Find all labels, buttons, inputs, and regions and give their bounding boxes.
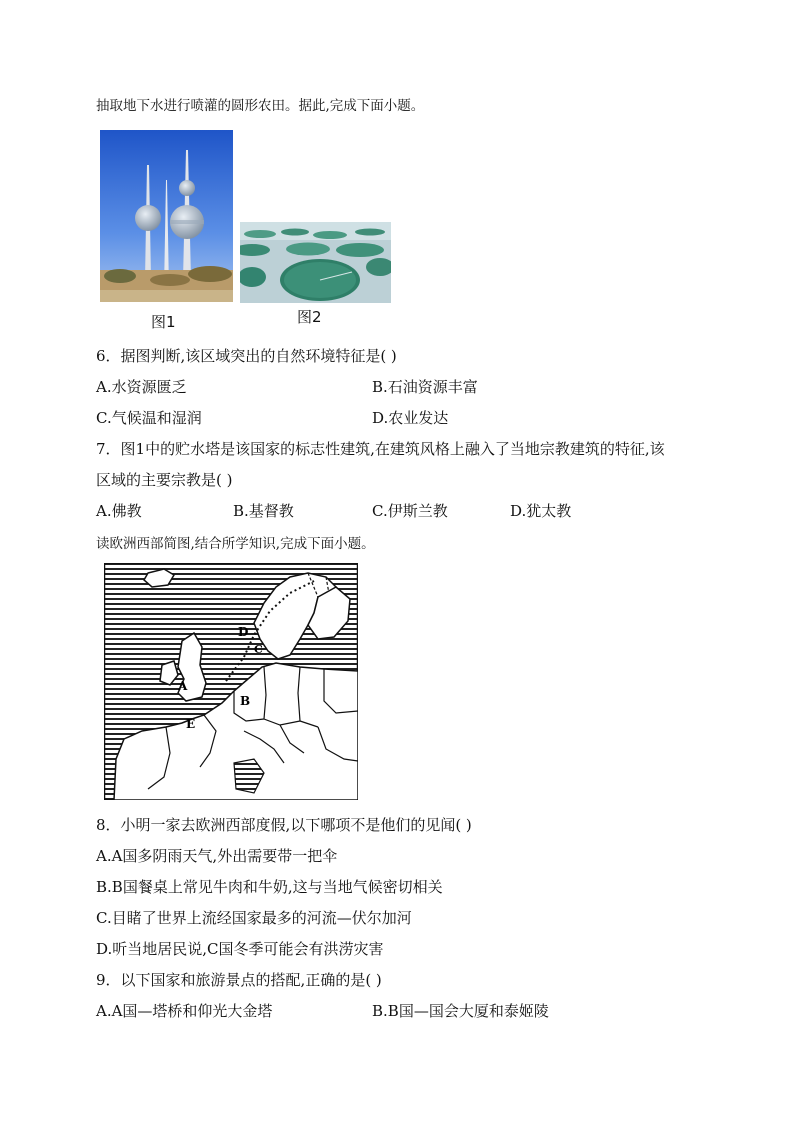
question-9-option-a: A.A国—塔桥和仰光大金塔: [96, 1002, 273, 1020]
question-8-stem: 8．小明一家去欧洲西部度假,以下哪项不是他们的见闻( ): [96, 816, 472, 834]
map-label-a: A: [178, 679, 188, 693]
question-7-option-d: D.犹太教: [510, 502, 572, 520]
question-7-option-b: B.基督教: [233, 502, 294, 520]
question-9-option-b: B.B国—国会大厦和泰姬陵: [372, 1002, 549, 1020]
question-8-option-a: A.A国多阴雨天气,外出需要带一把伞: [96, 847, 338, 865]
question-7-option-a: A.佛教: [96, 502, 142, 520]
question-6-option-d: D.农业发达: [372, 409, 449, 427]
question-6-stem: 6．据图判断,该区域突出的自然环境特征是( ): [96, 347, 397, 365]
figure-1-caption: 图1: [151, 313, 176, 331]
question-8-option-d: D.听当地居民说,C国冬季可能会有洪涝灾害: [96, 940, 384, 958]
western-europe-map: [104, 563, 358, 800]
water-towers-image: [100, 130, 233, 302]
figure-2-circular-fields: [240, 222, 391, 303]
map-label-c: C: [254, 643, 263, 656]
map-label-b: B: [240, 694, 251, 708]
question-6-option-c: C.气候温和湿润: [96, 409, 202, 427]
circular-fields-image: [240, 222, 391, 303]
question-8-option-c: C.目睹了世界上流经国家最多的河流—伏尔加河: [96, 909, 412, 927]
question-9-stem: 9．以下国家和旅游景点的搭配,正确的是( ): [96, 971, 382, 989]
figure-1-water-towers: [100, 130, 233, 302]
question-8-option-b: B.B国餐桌上常见牛肉和牛奶,这与当地气候密切相关: [96, 878, 443, 896]
question-7-stem-line-1: 7．图1中的贮水塔是该国家的标志性建筑,在建筑风格上融入了当地宗教建筑的特征,该: [96, 440, 665, 458]
europe-map-image: [104, 563, 358, 800]
question-7-stem-line-2: 区域的主要宗教是( ): [96, 471, 233, 489]
question-6-option-b: B.石油资源丰富: [372, 378, 478, 396]
intro-text-2: 读欧洲西部简图,结合所学知识,完成下面小题。: [96, 536, 375, 552]
question-6-option-a: A.水资源匮乏: [96, 378, 187, 396]
intro-text-1: 抽取地下水进行喷灌的圆形农田。据此,完成下面小题。: [96, 98, 425, 114]
question-7-option-c: C.伊斯兰教: [372, 502, 448, 520]
map-label-d: D: [238, 625, 249, 639]
map-label-e: E: [186, 717, 196, 731]
figure-2-caption: 图2: [297, 308, 322, 326]
